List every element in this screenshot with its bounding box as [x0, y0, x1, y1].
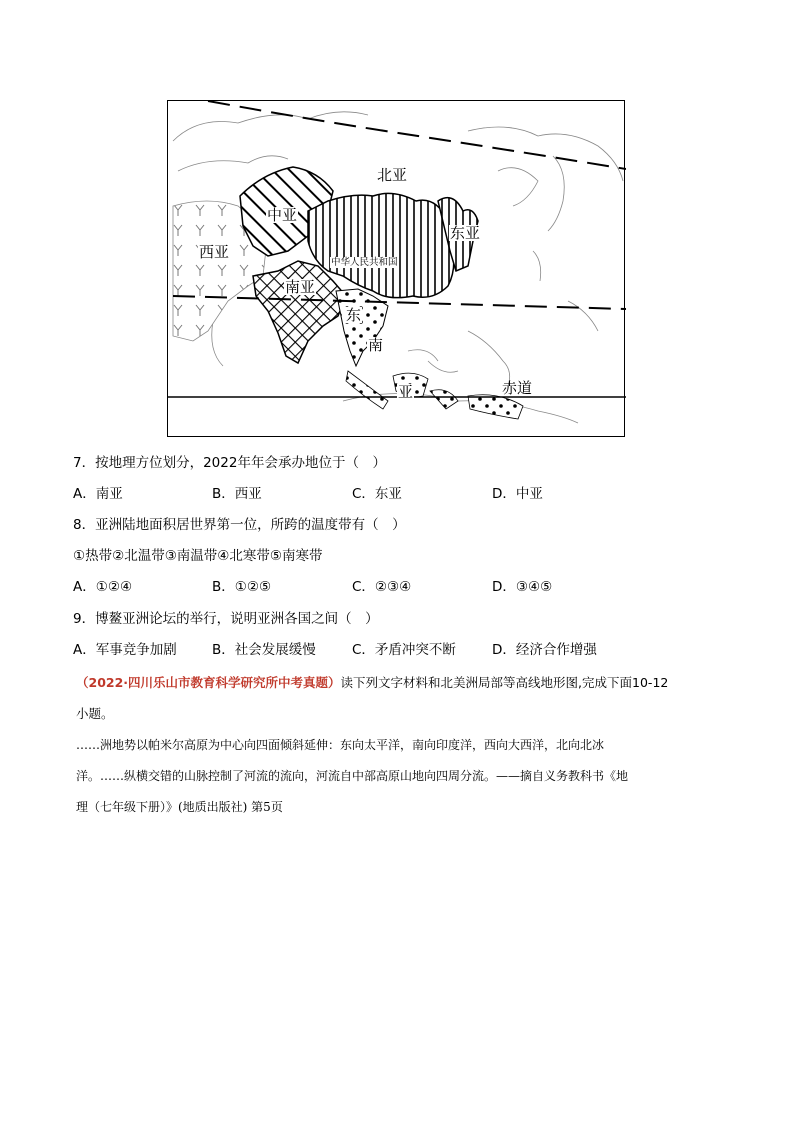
source-line-2: 小题。 [76, 706, 114, 721]
source-text: 读下列文字材料和北美洲局部等高线地形图,完成下面10-12 [340, 675, 669, 690]
question-8-option-d: D．③④⑤ [492, 579, 553, 595]
question-7-option-a: A．南亚 [73, 486, 123, 502]
quote-line-1: ……洲地势以帕米尔高原为中心向四面倾斜延伸：东向太平洋，南向印度洋，西向大西洋，北向北冰 [76, 738, 605, 752]
question-8-option-c: C．②③④ [352, 579, 412, 595]
question-9-option-c: C．矛盾冲突不断 [352, 642, 456, 658]
source-line-1 [76, 674, 668, 692]
question-8-option-a: A．①②④ [73, 579, 133, 595]
question-7-option-d: D．中亚 [492, 486, 543, 502]
label-west-asia: 西亚 [199, 243, 230, 261]
label-equator: 赤道 [502, 379, 533, 397]
label-southeast-2: 南 [368, 336, 384, 354]
question-8-sub: ①热带②北温带③南温带④北寒带⑤南寒带 [73, 548, 323, 564]
question-9-option-a: A．军事竞争加剧 [73, 642, 177, 658]
label-east-asia: 东亚 [450, 224, 481, 242]
question-9-option-d: D．经济合作增强 [492, 642, 597, 658]
question-8-option-b: B．①②⑤ [212, 579, 272, 595]
question-9-stem: 9．博鳌亚洲论坛的举行，说明亚洲各国之间（ ） [73, 611, 379, 627]
question-7-option-c: C．东亚 [352, 486, 402, 502]
question-9-option-b: B．社会发展缓慢 [212, 642, 316, 658]
quote-line-3: 理（七年级下册）》(地质出版社) 第5页 [76, 800, 283, 814]
quote-line-2: 洋。……纵横交错的山脉控制了河流的流向，河流自中部高原山地向四周分流。——摘自义务教科书《地 [76, 769, 629, 783]
question-7-stem: 7．按地理方位划分，2022年年会承办地位于（ ） [73, 455, 386, 471]
label-south-asia: 南亚 [285, 278, 316, 296]
label-southeast-3: 亚 [398, 383, 414, 401]
asia-regions-map [167, 100, 625, 437]
question-8-stem: 8．亚洲陆地面积居世界第一位，所跨的温度带有（ ） [73, 517, 406, 533]
question-7-option-b: B．西亚 [212, 486, 262, 502]
label-central-asia: 中亚 [267, 206, 298, 224]
label-southeast-1: 东 [346, 306, 362, 324]
label-north-asia: 北亚 [377, 166, 408, 184]
label-china: 中华人民共和国 [331, 257, 398, 268]
source-tag: （2022·四川乐山市教育科学研究所中考真题） [76, 675, 341, 690]
